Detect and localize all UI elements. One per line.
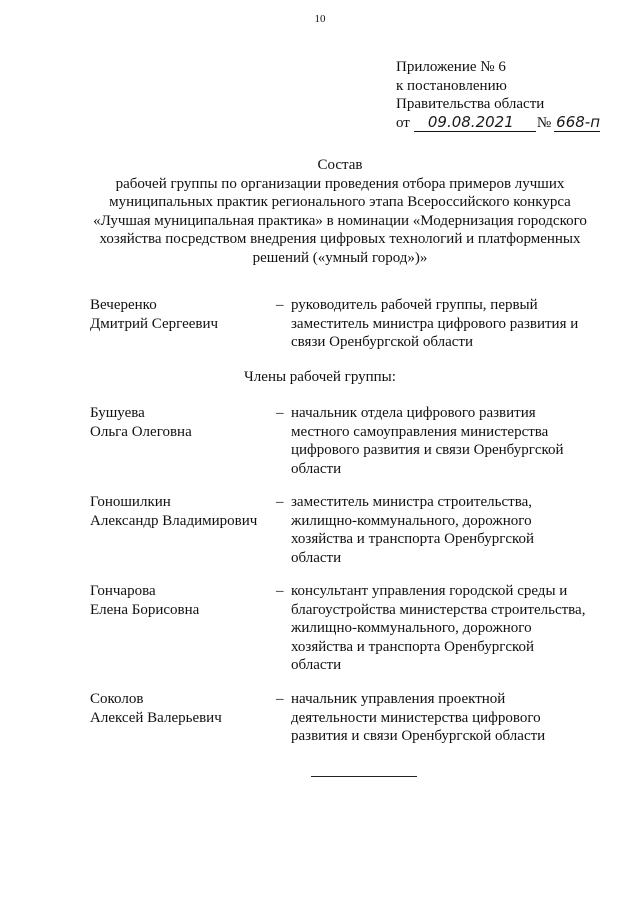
title-line: хозяйства посредством внедрения цифровых технологий и платформенных — [99, 231, 581, 247]
surname: Гончарова — [90, 583, 156, 599]
role-line: цифрового развития и связи Оренбургской — [291, 442, 564, 458]
role-line: связи Оренбургской области — [291, 334, 473, 350]
appendix-date-number-row — [396, 114, 600, 133]
appendix-header — [396, 58, 600, 132]
title-line: «Лучшая муниципальная практика» в номинации «Модернизация городского — [93, 212, 587, 229]
given-names: Александр Владимирович — [90, 512, 258, 529]
page-number: 10 — [314, 13, 326, 25]
title-heading: Состав — [317, 157, 363, 173]
role-line: начальник отдела цифрового развития — [291, 405, 536, 421]
handwritten-number: 668-п — [556, 113, 601, 131]
title-line: рабочей группы по организации проведения отбора примеров лучших — [115, 175, 565, 192]
role-line: хозяйства и транспорта Оренбургской — [291, 638, 535, 655]
handwritten-date: 09.08.2021 — [414, 114, 536, 132]
closing-rule — [311, 776, 417, 777]
person-role — [291, 582, 585, 675]
role-line: благоустройства министерства строительства, — [291, 601, 586, 618]
dash: – — [276, 405, 284, 421]
role-line: руководитель рабочей группы, первый — [291, 297, 538, 313]
role-line: области — [291, 549, 342, 566]
role-line: начальник управления проектной — [291, 691, 506, 707]
role-line: хозяйства и транспорта Оренбургской — [291, 531, 535, 547]
title-line: муниципальных практик регионального этапа Всероссийского конкурса — [109, 194, 571, 210]
title-line: решений («умный город»)» — [252, 249, 428, 266]
role-line: заместитель министра цифрового развития и — [291, 315, 579, 332]
number-label: № — [536, 114, 552, 131]
dash: – — [276, 297, 284, 313]
members-heading: Члены рабочей группы: — [244, 369, 396, 385]
given-names: Ольга Олеговна — [90, 423, 192, 440]
person-name — [90, 296, 218, 333]
appendix-line-2: к постановлению — [396, 77, 507, 94]
role-line: жилищно-коммунального, дорожного — [291, 620, 532, 636]
person-role — [291, 690, 545, 746]
from-label: от — [396, 114, 410, 131]
dash: – — [276, 494, 284, 510]
role-line: консультант управления городской среды и — [291, 583, 568, 599]
role-line: области — [291, 657, 342, 673]
role-line: заместитель министра строительства, — [291, 494, 532, 510]
role-line: местного самоуправления министерства — [291, 423, 549, 440]
person-role — [291, 493, 534, 567]
surname: Гоношилкин — [90, 494, 171, 510]
given-names: Алексей Валерьевич — [90, 709, 222, 726]
surname: Вечеренко — [90, 297, 157, 313]
appendix-line-1: Приложение № 6 — [396, 59, 506, 75]
role-line: деятельности министерства цифрового — [291, 709, 541, 726]
given-names: Дмитрий Сергеевич — [90, 315, 219, 332]
person-role — [291, 404, 564, 478]
person-name — [90, 493, 257, 530]
dash: – — [276, 691, 284, 707]
document-title — [70, 156, 610, 267]
person-name — [90, 582, 199, 619]
surname: Соколов — [90, 691, 144, 707]
surname: Бушуева — [90, 405, 145, 421]
appendix-line-3: Правительства области — [396, 96, 545, 112]
person-role — [291, 296, 578, 352]
person-name — [90, 404, 192, 441]
role-line: развития и связи Оренбургской области — [291, 728, 546, 744]
dash: – — [276, 583, 284, 599]
person-name — [90, 690, 222, 727]
given-names: Елена Борисовна — [90, 601, 200, 618]
role-line: области — [291, 460, 342, 477]
role-line: жилищно-коммунального, дорожного — [291, 512, 532, 529]
